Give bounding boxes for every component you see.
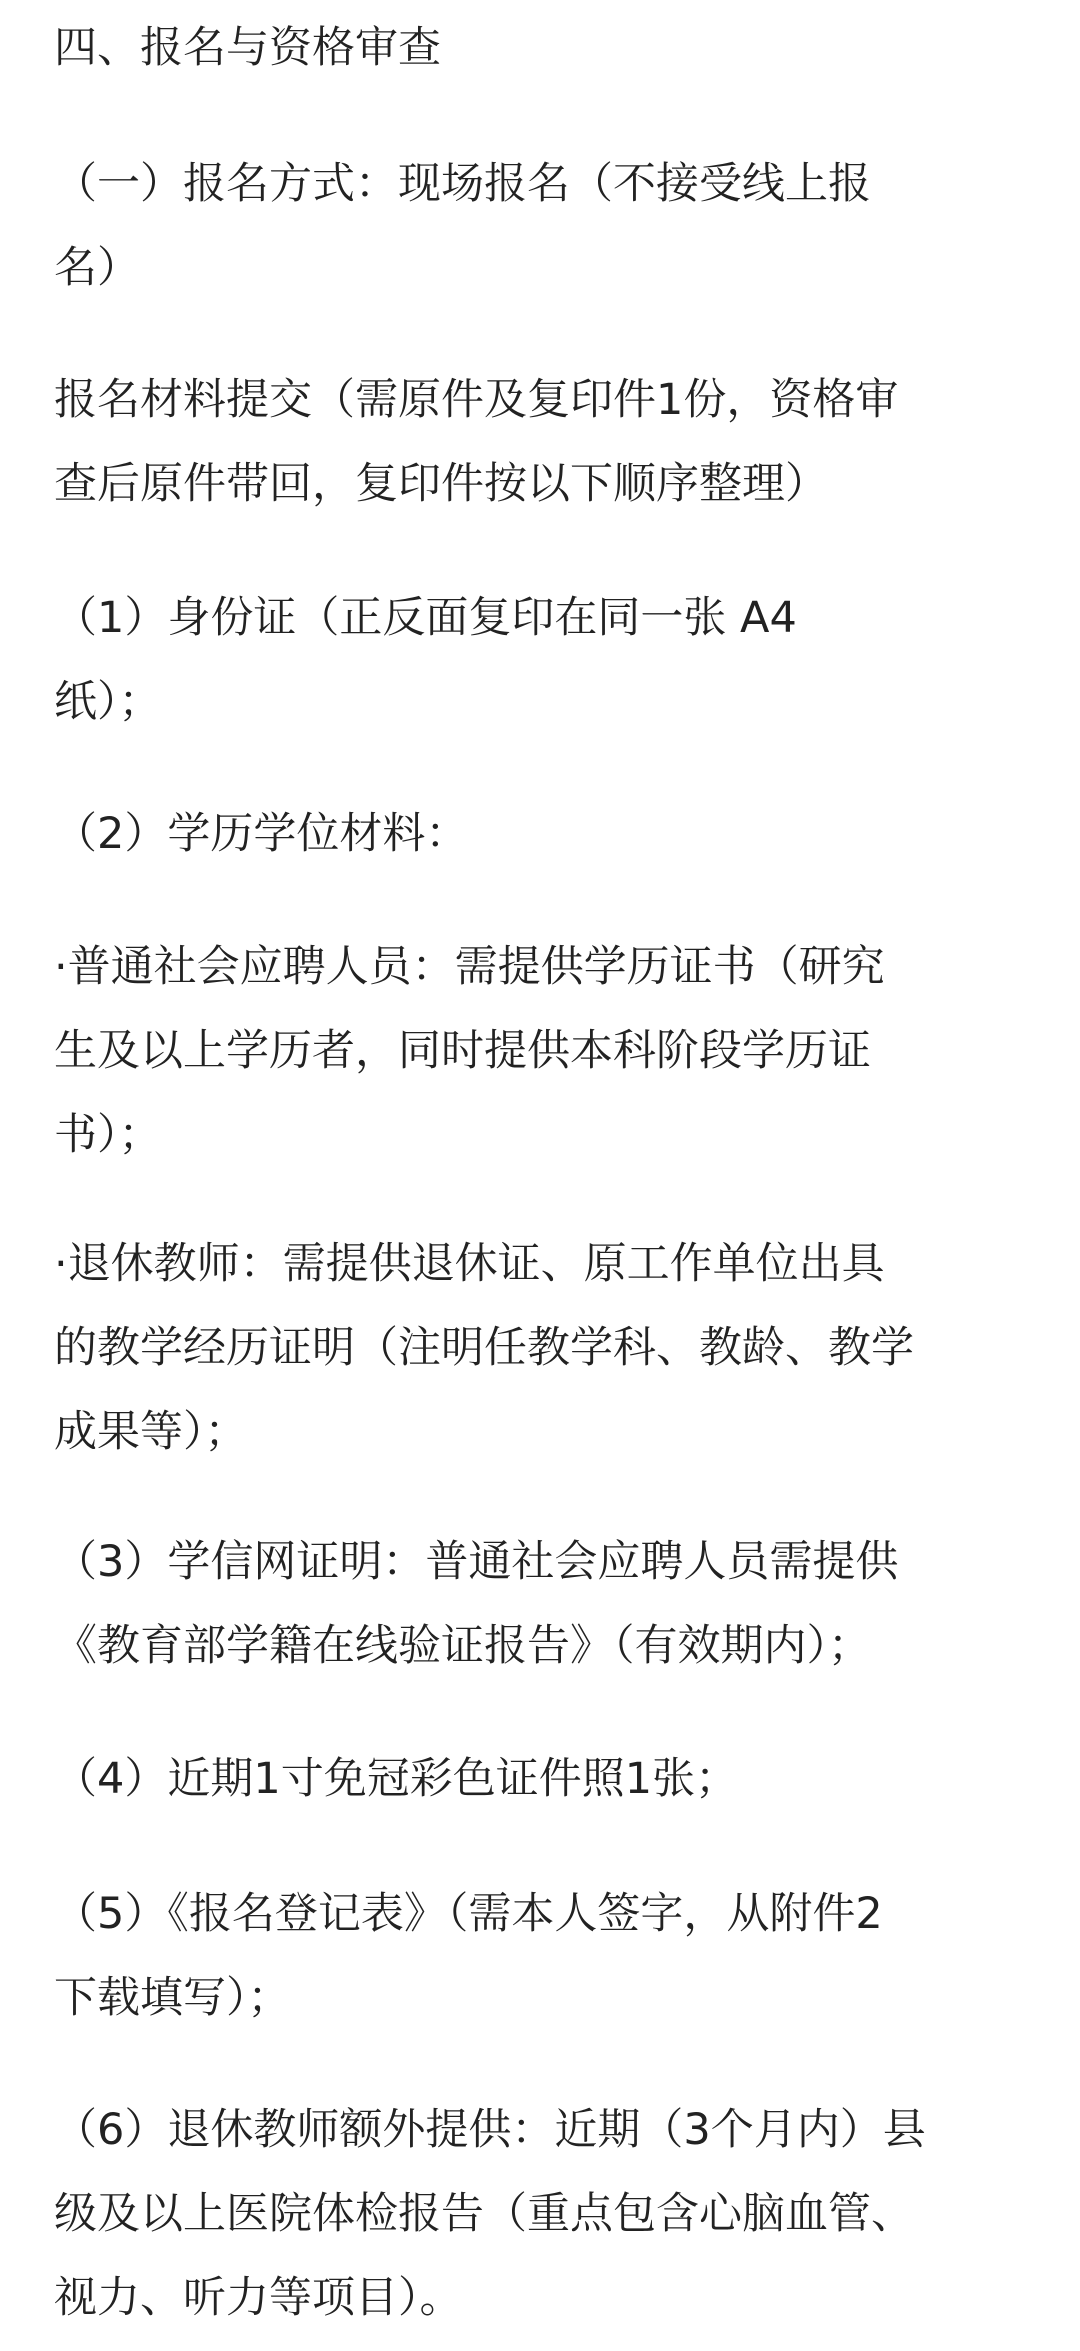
paragraph-registration-method — [54, 142, 1034, 310]
paragraph-line: 书）； — [54, 1110, 162, 1160]
paragraph-line: ·普通社会应聘人员：需提供学历证书（研究 — [54, 942, 885, 992]
paragraph-item-2-education — [54, 792, 1034, 876]
section-heading — [54, 6, 1034, 90]
paragraph-line: 成果等）； — [54, 1407, 248, 1457]
paragraph-line: （2）学历学位材料： — [54, 809, 469, 859]
paragraph-line: （1）身份证（正反面复印在同一张 A4 — [54, 593, 797, 643]
paragraph-line: ·退休教师：需提供退休证、原工作单位出具 — [54, 1239, 885, 1289]
paragraph-line: 视力、听力等项目）。 — [54, 2273, 463, 2323]
paragraph-line: 生及以上学历者，同时提供本科阶段学历证 — [54, 1026, 871, 1076]
paragraph-item-4-photo — [54, 1737, 1034, 1821]
paragraph-bullet-retired-teachers — [54, 1222, 1034, 1474]
paragraph-line: （4）近期1寸免冠彩色证件照1张； — [54, 1754, 739, 1804]
paragraph-line: 查后原件带回，复印件按以下顺序整理） — [54, 459, 828, 509]
paragraph-bullet-general-applicants — [54, 925, 1034, 1177]
paragraph-line: 《教育部学籍在线验证报告》（有效期内）； — [54, 1621, 871, 1671]
paragraph-item-6-medical-report — [54, 2088, 1034, 2340]
heading-text: 四、报名与资格审查 — [54, 23, 441, 73]
paragraph-line: （一）报名方式：现场报名（不接受线上报 — [54, 159, 871, 209]
paragraph-line: 的教学经历证明（注明任教学科、教龄、教学 — [54, 1323, 914, 1373]
paragraph-item-3-chsi — [54, 1520, 1034, 1688]
paragraph-materials-submission — [54, 358, 1034, 526]
paragraph-line: 名） — [54, 243, 140, 293]
paragraph-line: （6）退休教师额外提供：近期（3个月内）县 — [54, 2105, 926, 2155]
paragraph-line: （3）学信网证明：普通社会应聘人员需提供 — [54, 1537, 899, 1587]
paragraph-line: 报名材料提交（需原件及复印件1份，资格审 — [54, 375, 899, 425]
paragraph-line: 下载填写）； — [54, 1973, 291, 2023]
paragraph-line: （5）《报名登记表》（需本人签字，从附件2 — [54, 1889, 883, 1939]
paragraph-item-1-id-card — [54, 576, 1034, 744]
paragraph-item-5-registration-form — [54, 1872, 1034, 2040]
paragraph-line: 级及以上医院体检报告（重点包含心脑血管、 — [54, 2189, 914, 2239]
paragraph-line: 纸）； — [54, 677, 162, 727]
